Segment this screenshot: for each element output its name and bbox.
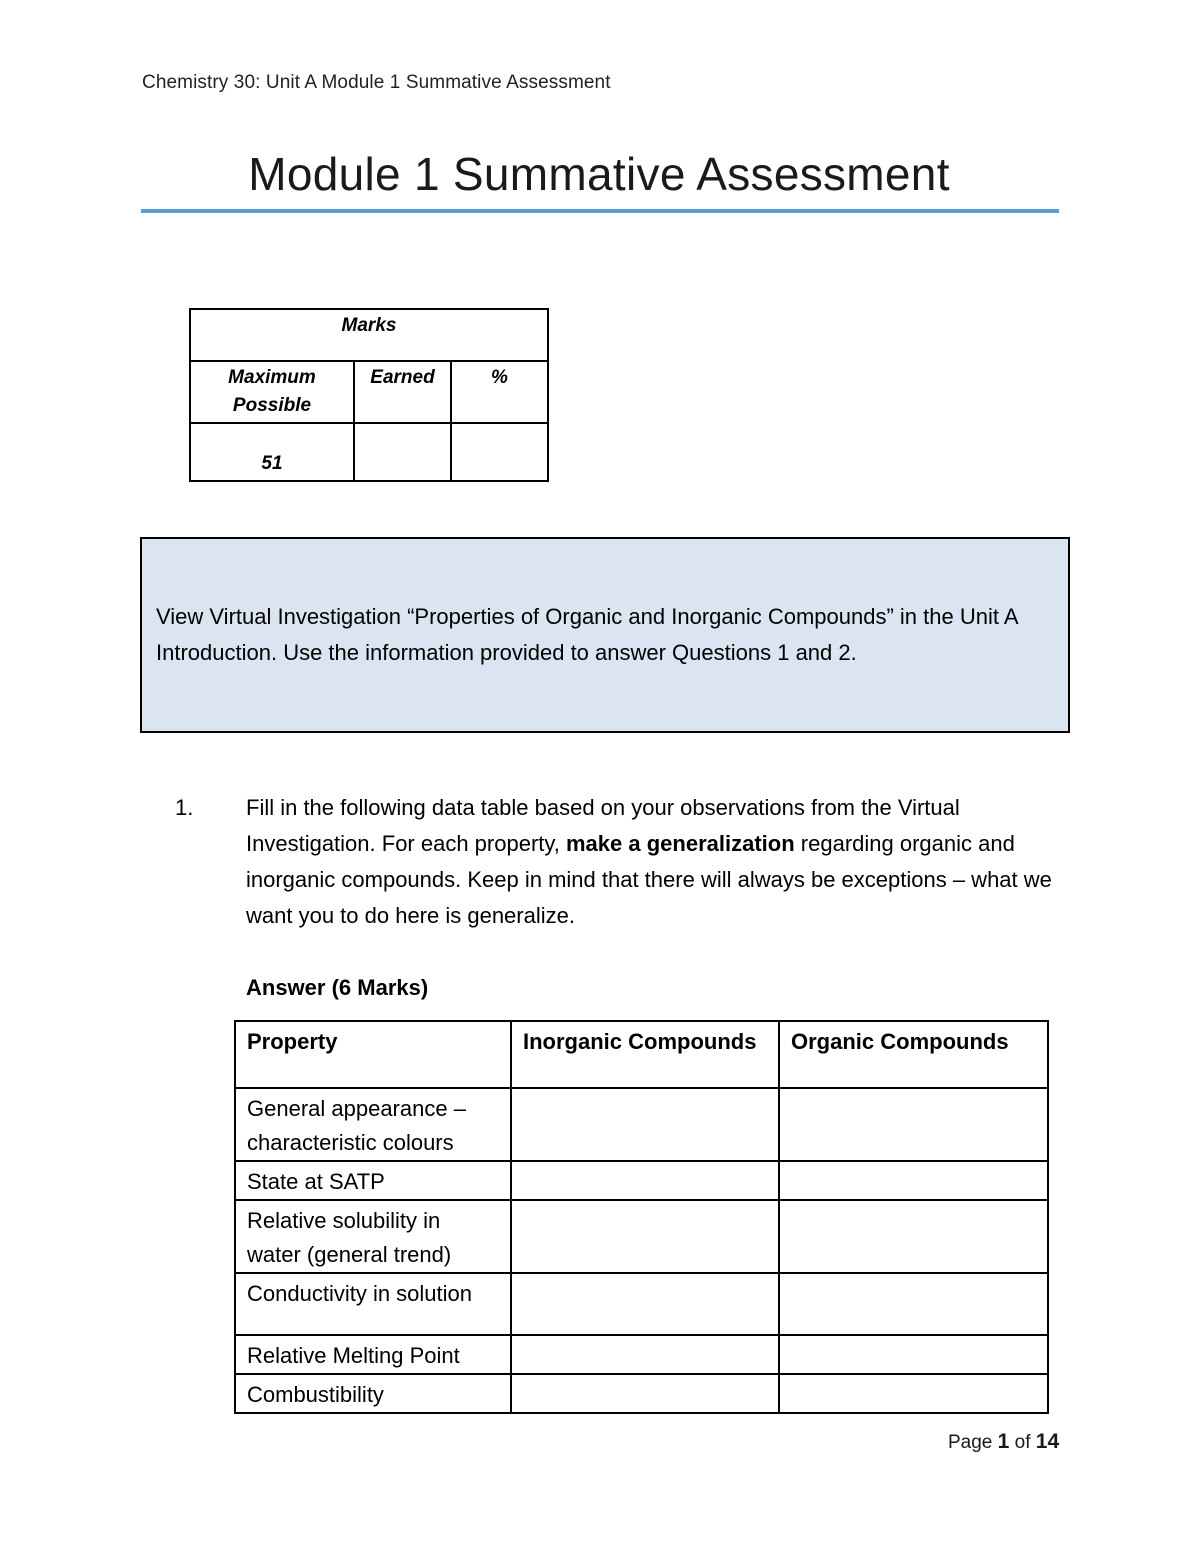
header-organic: Organic Compounds: [779, 1021, 1048, 1088]
page-label: Page: [948, 1432, 993, 1453]
property-cell: General appearance – characteristic colours: [235, 1088, 511, 1161]
inorganic-cell[interactable]: [511, 1161, 779, 1200]
info-box: [140, 537, 1070, 733]
property-cell: Conductivity in solution: [235, 1273, 511, 1335]
question-number: 1.: [175, 795, 194, 820]
inorganic-cell[interactable]: [511, 1273, 779, 1335]
property-cell: Combustibility: [235, 1374, 511, 1413]
marks-percent-header: %: [451, 361, 548, 423]
inorganic-cell[interactable]: [511, 1088, 779, 1161]
organic-cell[interactable]: [779, 1273, 1048, 1335]
marks-max-value: 51: [190, 423, 354, 481]
marks-earned-header: Earned: [354, 361, 451, 423]
table-row: [235, 1161, 1048, 1200]
question-text-part2: regarding organic and inorganic compounds. Keep in mind that there will always be exceptions – what we want you to do here is generalize.: [246, 831, 1052, 928]
inorganic-cell[interactable]: [511, 1335, 779, 1374]
title-underline: [141, 209, 1059, 213]
question-text-emphasis: make a generalization: [566, 831, 795, 856]
table-row: [235, 1335, 1048, 1374]
marks-caption: Marks: [190, 309, 548, 361]
properties-table: [234, 1020, 1049, 1414]
page-total: 14: [1035, 1430, 1060, 1453]
table-row: [235, 1374, 1048, 1413]
organic-cell[interactable]: [779, 1161, 1048, 1200]
page-number: [948, 1430, 1059, 1454]
table-row: [235, 1200, 1048, 1273]
table-row: [235, 1088, 1048, 1161]
organic-cell[interactable]: [779, 1335, 1048, 1374]
info-box-text: View Virtual Investigation “Properties of Organic and Inorganic Compounds” in the Unit A Introduction. Use the information provided to answer Questions 1 and 2.: [156, 604, 1018, 665]
inorganic-cell[interactable]: [511, 1200, 779, 1273]
table-row: [235, 1273, 1048, 1335]
question-text-part1: Fill in the following data table based on your observations from the Virtual Investigation. For each property,: [246, 795, 960, 856]
property-cell: State at SATP: [235, 1161, 511, 1200]
marks-table: [189, 308, 549, 482]
of-label: of: [1014, 1432, 1031, 1453]
question-text: [246, 790, 1066, 934]
page-current: 1: [997, 1430, 1010, 1453]
organic-cell[interactable]: [779, 1088, 1048, 1161]
page-title: Module 1 Summative Assessment: [248, 148, 950, 200]
marks-earned-value[interactable]: [354, 423, 451, 481]
inorganic-cell[interactable]: [511, 1374, 779, 1413]
marks-percent-value[interactable]: [451, 423, 548, 481]
answer-label: Answer (6 Marks): [246, 975, 429, 1000]
property-cell: Relative Melting Point: [235, 1335, 511, 1374]
organic-cell[interactable]: [779, 1200, 1048, 1273]
header-property: Property: [235, 1021, 511, 1088]
organic-cell[interactable]: [779, 1374, 1048, 1413]
running-header: Chemistry 30: Unit A Module 1 Summative Assessment: [142, 72, 611, 93]
property-cell: Relative solubility in water (general trend): [235, 1200, 511, 1273]
marks-max-header: Maximum Possible: [190, 361, 354, 423]
header-inorganic: Inorganic Compounds: [511, 1021, 779, 1088]
